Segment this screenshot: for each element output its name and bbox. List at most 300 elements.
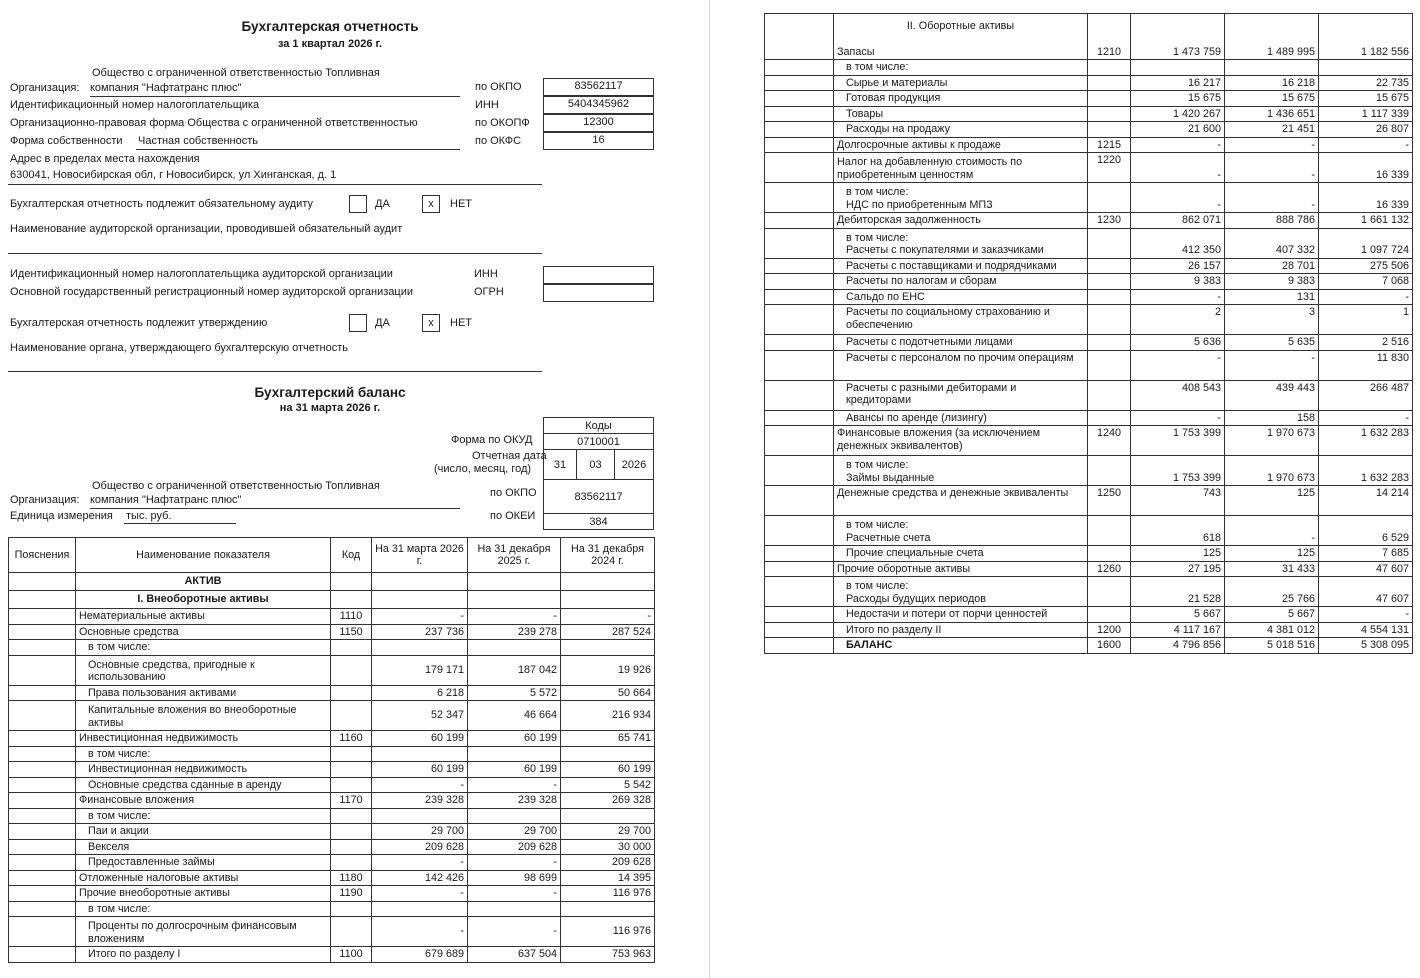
- date-month: 03: [577, 450, 615, 480]
- value-col1: 1 420 267: [1131, 106, 1225, 122]
- value-col3: 266 487: [1319, 380, 1413, 410]
- audit-yes-label: ДА: [375, 198, 390, 210]
- table-row: [765, 60, 1413, 76]
- date-year: 2026: [615, 450, 654, 480]
- notes-cell: [765, 91, 834, 107]
- report-period: за 1 квартал 2026 г.: [277, 38, 383, 50]
- row-name: [834, 274, 1088, 290]
- report-date-label1: Отчетная дата: [472, 450, 547, 462]
- value-col3: [561, 640, 655, 656]
- table-row: [9, 624, 655, 640]
- value-col2: 131: [1225, 289, 1319, 305]
- row-name: [76, 701, 331, 731]
- table-row: [765, 228, 1413, 258]
- row-name-line: БАЛАНС: [846, 639, 893, 651]
- row-name-line: Расходы будущих периодов: [846, 592, 987, 605]
- ownership-value: Частная собственность: [138, 135, 259, 147]
- okopf-value: 12300: [543, 114, 654, 132]
- table-row: [9, 731, 655, 747]
- code-cell: 1210: [1088, 14, 1131, 60]
- row-name: [76, 731, 331, 747]
- row-name-line: в том числе:: [88, 641, 151, 653]
- row-name: [834, 122, 1088, 138]
- notes-cell: [765, 60, 834, 76]
- table-row: [9, 901, 655, 917]
- code-cell: 1100: [331, 947, 372, 963]
- notes-cell: [9, 609, 76, 625]
- org-name-line1: Общество с ограниченной ответственностью Топливная: [92, 67, 380, 79]
- row-name-line: Займы выданные: [846, 471, 935, 484]
- value-col2: 125: [1225, 546, 1319, 562]
- okud-label: Форма по ОКУД: [451, 434, 533, 446]
- code-cell: [331, 573, 372, 591]
- value-col1: 15 675: [1131, 91, 1225, 107]
- table-row: [765, 486, 1413, 516]
- notes-cell: [765, 638, 834, 654]
- value-col3: 116 976: [561, 886, 655, 902]
- code-cell: [331, 655, 372, 685]
- row-name: [834, 75, 1088, 91]
- okpo-value: 83562117: [543, 78, 654, 96]
- value-col3: [561, 808, 655, 824]
- notes-cell: [765, 546, 834, 562]
- notes-cell: [765, 14, 834, 60]
- table-row: [765, 183, 1413, 213]
- value-col2: -: [1225, 153, 1319, 183]
- value-col3: 7 685: [1319, 546, 1413, 562]
- balance-org-line1: Общество с ограниченной ответственностью Топливная: [92, 480, 380, 492]
- value-col2: 25 766: [1225, 577, 1319, 607]
- table-row: [765, 561, 1413, 577]
- inn-value: 5404345962: [543, 96, 654, 114]
- value-col2: 15 675: [1225, 91, 1319, 107]
- row-name-line: Дебиторская задолженность: [837, 214, 981, 226]
- value-col3: 29 700: [561, 824, 655, 840]
- table-row: [9, 886, 655, 902]
- row-name: [834, 350, 1088, 380]
- code-cell: 1240: [1088, 426, 1131, 456]
- code-cell: 1600: [1088, 638, 1131, 654]
- approval-no-label: НЕТ: [450, 317, 472, 329]
- table-row: [765, 289, 1413, 305]
- value-col3: -: [1319, 607, 1413, 623]
- header-notes: Пояснения: [9, 538, 76, 573]
- notes-cell: [9, 870, 76, 886]
- row-name: [834, 516, 1088, 546]
- value-col2: 1 970 673: [1225, 456, 1319, 486]
- table-row: [9, 762, 655, 778]
- value-col2: [468, 808, 561, 824]
- notes-cell: [765, 75, 834, 91]
- code-cell: 1160: [331, 731, 372, 747]
- table-row: [765, 335, 1413, 351]
- inn-text: Идентификационный номер налогоплательщика: [10, 99, 260, 111]
- value-col3: 30 000: [561, 839, 655, 855]
- address-value: 630041, Новосибирская обл, г Новосибирск, ул Хинганская, д. 1: [10, 169, 337, 181]
- row-name-line: в том числе:: [846, 580, 909, 592]
- value-col3: 2 516: [1319, 335, 1413, 351]
- value-col2: 239 328: [468, 793, 561, 809]
- balance-org-line2: компания "Нафтатранс плюс": [90, 494, 242, 506]
- value-col2: -: [468, 609, 561, 625]
- notes-cell: [765, 456, 834, 486]
- value-col3: 275 506: [1319, 258, 1413, 274]
- value-col3: -: [1319, 410, 1413, 426]
- value-col1: -: [372, 777, 468, 793]
- code-cell: [331, 640, 372, 656]
- balance-okpo-label: по ОКПО: [490, 487, 537, 499]
- header-col1: На 31 марта 2026 г.: [372, 538, 468, 573]
- notes-cell: [9, 886, 76, 902]
- value-col3: 287 524: [561, 624, 655, 640]
- table-row: [9, 793, 655, 809]
- section-heading: II. Оборотные активы: [906, 20, 1015, 32]
- notes-cell: [9, 824, 76, 840]
- value-cell: [561, 573, 655, 591]
- value-col3: 6 529: [1319, 516, 1413, 546]
- approval-no-checkbox[interactable]: x: [422, 314, 440, 332]
- value-col1: 27 195: [1131, 561, 1225, 577]
- row-name: [834, 380, 1088, 410]
- row-name: [834, 410, 1088, 426]
- value-col3: 47 607: [1319, 561, 1413, 577]
- value-col1: 21 600: [1131, 122, 1225, 138]
- value-col2: 407 332: [1225, 228, 1319, 258]
- value-col3: 1 661 132: [1319, 213, 1413, 229]
- row-name: [834, 258, 1088, 274]
- value-col1: 6 218: [372, 685, 468, 701]
- row-name: [834, 577, 1088, 607]
- value-col3: 1 632 283: [1319, 456, 1413, 486]
- code-cell: 1180: [331, 870, 372, 886]
- notes-cell: [765, 622, 834, 638]
- value-col2: 46 664: [468, 701, 561, 731]
- value-col1: 209 628: [372, 839, 468, 855]
- code-cell: [331, 839, 372, 855]
- notes-cell: [765, 289, 834, 305]
- row-name-line: Итого по разделу I: [88, 948, 181, 960]
- value-col2: 29 700: [468, 824, 561, 840]
- table-row: [9, 685, 655, 701]
- notes-cell: [9, 855, 76, 871]
- row-name-line: в том числе:: [88, 902, 151, 915]
- okei-value: 384: [544, 514, 654, 530]
- row-name-line: в том числе:: [846, 186, 909, 198]
- code-cell: [1088, 607, 1131, 623]
- table-row: [765, 91, 1413, 107]
- row-name: [76, 762, 331, 778]
- value-col2: -: [468, 855, 561, 871]
- notes-cell: [9, 640, 76, 656]
- row-name-line: в том числе:: [88, 809, 151, 822]
- row-name-line: Готовая продукция: [846, 92, 941, 104]
- code-cell: [1088, 546, 1131, 562]
- row-name: [76, 824, 331, 840]
- notes-cell: [765, 516, 834, 546]
- value-col2: 5 572: [468, 685, 561, 701]
- row-name: [76, 886, 331, 902]
- table-row: [765, 122, 1413, 138]
- value-col3: 1 182 556: [1319, 14, 1413, 60]
- code-cell: [331, 777, 372, 793]
- org-name-line2: компания "Нафтатранс плюс": [90, 82, 242, 94]
- value-col1: 862 071: [1131, 213, 1225, 229]
- code-cell: [331, 685, 372, 701]
- value-col3: 4 554 131: [1319, 622, 1413, 638]
- row-name: [76, 777, 331, 793]
- row-name-line: Долгосрочные активы к продаже: [837, 138, 1001, 151]
- value-col1: 9 383: [1131, 274, 1225, 290]
- codes-table: [543, 417, 654, 530]
- value-cell: [468, 573, 561, 591]
- balance-title: Бухгалтерский баланс: [254, 385, 406, 400]
- notes-cell: [9, 917, 76, 947]
- value-col2: 28 701: [1225, 258, 1319, 274]
- value-col1: -: [1131, 137, 1225, 153]
- right-page: [712, 0, 1420, 978]
- code-cell: [1088, 456, 1131, 486]
- notes-cell: [9, 746, 76, 762]
- row-name-line: Инвестиционная недвижимость: [79, 732, 239, 744]
- value-col3: 60 199: [561, 762, 655, 778]
- row-name-line: в том числе:: [846, 231, 909, 244]
- value-col1: -: [372, 855, 468, 871]
- row-name-line: Итого по разделу II: [846, 623, 942, 636]
- value-col3: 216 934: [561, 701, 655, 731]
- value-col2: 31 433: [1225, 561, 1319, 577]
- row-name: [76, 855, 331, 871]
- value-col1: -: [372, 609, 468, 625]
- header-col2: На 31 декабря 2025 г.: [468, 538, 561, 573]
- value-col3: -: [1319, 137, 1413, 153]
- code-cell: 1260: [1088, 561, 1131, 577]
- value-col1: 239 328: [372, 793, 468, 809]
- notes-cell: [9, 793, 76, 809]
- auditor-inn-label: ИНН: [474, 268, 498, 280]
- okopf-label: по ОКОПФ: [475, 117, 530, 129]
- value-col2: -: [468, 917, 561, 947]
- row-name-line: Расчеты с подотчетными лицами: [846, 336, 1013, 348]
- row-name: [76, 624, 331, 640]
- notes-cell: [765, 122, 834, 138]
- value-col2: 60 199: [468, 731, 561, 747]
- table-row: [9, 824, 655, 840]
- table-row: [765, 213, 1413, 229]
- row-name: [76, 655, 331, 685]
- row-name-line: Векселя: [88, 840, 130, 853]
- row-name: [76, 685, 331, 701]
- row-name: [76, 901, 331, 917]
- ownership-label: Форма собственности: [10, 135, 123, 147]
- code-cell: [1088, 335, 1131, 351]
- code-cell: 1190: [331, 886, 372, 902]
- value-col3: 47 607: [1319, 577, 1413, 607]
- code-cell: 1230: [1088, 213, 1131, 229]
- code-cell: 1110: [331, 609, 372, 625]
- code-cell: [331, 762, 372, 778]
- value-col2: [468, 746, 561, 762]
- balance-table-noncurrent: [8, 537, 655, 963]
- unit-label: Единица измерения: [10, 510, 113, 522]
- notes-cell: [9, 573, 76, 591]
- row-name-line: Расчеты с поставщиками и подрядчиками: [846, 259, 1057, 272]
- okud-value: 0710001: [544, 434, 654, 450]
- code-cell: 1250: [1088, 486, 1131, 516]
- row-name-line: НДС по приобретенным МПЗ: [846, 198, 993, 211]
- value-col2: 158: [1225, 410, 1319, 426]
- approval-yes-checkbox[interactable]: [349, 314, 367, 332]
- notes-cell: [9, 655, 76, 685]
- table-row: [765, 274, 1413, 290]
- table-row: [9, 701, 655, 731]
- table-row: [9, 746, 655, 762]
- section-heading-cell: [834, 14, 1088, 60]
- value-col2: 439 443: [1225, 380, 1319, 410]
- table-row: [765, 14, 1413, 60]
- notes-cell: [9, 591, 76, 609]
- row-name-line: в том числе:: [846, 61, 909, 73]
- value-col2: 1 436 651: [1225, 106, 1319, 122]
- balance-org-label: Организация:: [10, 494, 80, 506]
- notes-cell: [765, 137, 834, 153]
- code-cell: [1088, 91, 1131, 107]
- row-name-line: Денежные средства и денежные эквиваленты: [837, 487, 1069, 499]
- table-row: [9, 591, 655, 609]
- row-name: [834, 638, 1088, 654]
- value-col2: -: [1225, 183, 1319, 213]
- value-col2: 60 199: [468, 762, 561, 778]
- value-col1: 1 753 399: [1131, 426, 1225, 456]
- report-date-label2: (число, месяц, год): [434, 463, 532, 475]
- audit-yes-checkbox[interactable]: [349, 195, 367, 213]
- table-row: [765, 516, 1413, 546]
- value-col2: -: [1225, 350, 1319, 380]
- value-col3: 16 339: [1319, 183, 1413, 213]
- notes-cell: [765, 183, 834, 213]
- section-heading: АКТИВ: [76, 573, 331, 591]
- value-col2: 1 970 673: [1225, 426, 1319, 456]
- value-col3: 22 735: [1319, 75, 1413, 91]
- value-col2: 187 042: [468, 655, 561, 685]
- notes-cell: [9, 624, 76, 640]
- table-row: [9, 855, 655, 871]
- value-cell: [468, 591, 561, 609]
- value-col1: 679 689: [372, 947, 468, 963]
- value-col1: 60 199: [372, 731, 468, 747]
- value-col3: 15 675: [1319, 91, 1413, 107]
- row-name: [76, 839, 331, 855]
- table-row: [765, 305, 1413, 335]
- row-name-line: Основные средства сданные в аренду: [88, 778, 282, 791]
- row-name-line: Расчеты с покупателями и заказчиками: [846, 244, 1044, 256]
- inn-label: ИНН: [475, 99, 499, 111]
- value-col1: -: [1131, 153, 1225, 183]
- row-name: [76, 947, 331, 963]
- value-col1: 4 117 167: [1131, 622, 1225, 638]
- row-name: [834, 426, 1088, 456]
- row-name-line: в том числе:: [88, 747, 151, 760]
- value-col1: [372, 746, 468, 762]
- date-day: 31: [544, 450, 577, 480]
- row-name: [834, 305, 1088, 335]
- value-col3: 1 097 724: [1319, 228, 1413, 258]
- table-row: [9, 609, 655, 625]
- code-cell: 1200: [1088, 622, 1131, 638]
- header-code: Код: [331, 538, 372, 573]
- audit-no-checkbox[interactable]: x: [422, 195, 440, 213]
- row-name: [834, 228, 1088, 258]
- notes-cell: [9, 808, 76, 824]
- table-row: [765, 137, 1413, 153]
- row-name: [76, 808, 331, 824]
- value-col1: 408 543: [1131, 380, 1225, 410]
- value-col1: 743: [1131, 486, 1225, 516]
- row-name: [834, 622, 1088, 638]
- code-cell: [1088, 274, 1131, 290]
- row-name: [76, 793, 331, 809]
- table-row: [765, 638, 1413, 654]
- notes-cell: [9, 777, 76, 793]
- notes-cell: [765, 335, 834, 351]
- row-name-line: Расчеты по социальному страхованию и обеспечению: [846, 306, 1050, 331]
- code-cell: 1220: [1088, 153, 1131, 183]
- row-name-line: Сальдо по ЕНС: [846, 290, 925, 303]
- value-col3: [561, 901, 655, 917]
- code-cell: [331, 917, 372, 947]
- value-col3: 269 328: [561, 793, 655, 809]
- row-name-line: Прочие оборотные активы: [837, 562, 971, 575]
- row-name: [834, 60, 1088, 76]
- code-cell: 1150: [331, 624, 372, 640]
- code-cell: [1088, 183, 1131, 213]
- section-heading: I. Внеоборотные активы: [76, 591, 331, 609]
- table-row: [9, 777, 655, 793]
- notes-cell: [9, 685, 76, 701]
- row-name-line: Налог на добавленную стоимость по приобретенным ценностям: [837, 156, 1023, 181]
- value-col1: -: [1131, 289, 1225, 305]
- value-col2: -: [468, 886, 561, 902]
- org-label: Организация:: [10, 82, 80, 94]
- code-cell: [1088, 122, 1131, 138]
- notes-cell: [765, 258, 834, 274]
- value-col2: 1 489 995: [1225, 14, 1319, 60]
- notes-cell: [765, 106, 834, 122]
- value-col1: 5 636: [1131, 335, 1225, 351]
- value-cell: [372, 573, 468, 591]
- table-row: [9, 640, 655, 656]
- value-col3: 26 807: [1319, 122, 1413, 138]
- approver-text: Наименование органа, утверждающего бухгалтерскую отчетность: [10, 342, 349, 354]
- auditor-ogrn-label: ОГРН: [474, 286, 504, 298]
- value-col1: [1131, 60, 1225, 76]
- value-col3: 753 963: [561, 947, 655, 963]
- notes-cell: [765, 607, 834, 623]
- balance-date: на 31 марта 2026 г.: [279, 402, 381, 414]
- row-name: Запасы: [837, 45, 875, 58]
- row-name: [834, 486, 1088, 516]
- code-cell: [1088, 228, 1131, 258]
- auditor-name-text: Наименование аудиторской организации, проводившей обязательный аудит: [10, 223, 403, 235]
- value-col1: 1 753 399: [1131, 456, 1225, 486]
- row-name: [834, 456, 1088, 486]
- value-cell: [372, 591, 468, 609]
- report-title: Бухгалтерская отчетность: [241, 19, 419, 34]
- row-name: [834, 137, 1088, 153]
- value-col3: 7 068: [1319, 274, 1413, 290]
- code-cell: [331, 701, 372, 731]
- notes-cell: [765, 350, 834, 380]
- value-col3: 1 117 339: [1319, 106, 1413, 122]
